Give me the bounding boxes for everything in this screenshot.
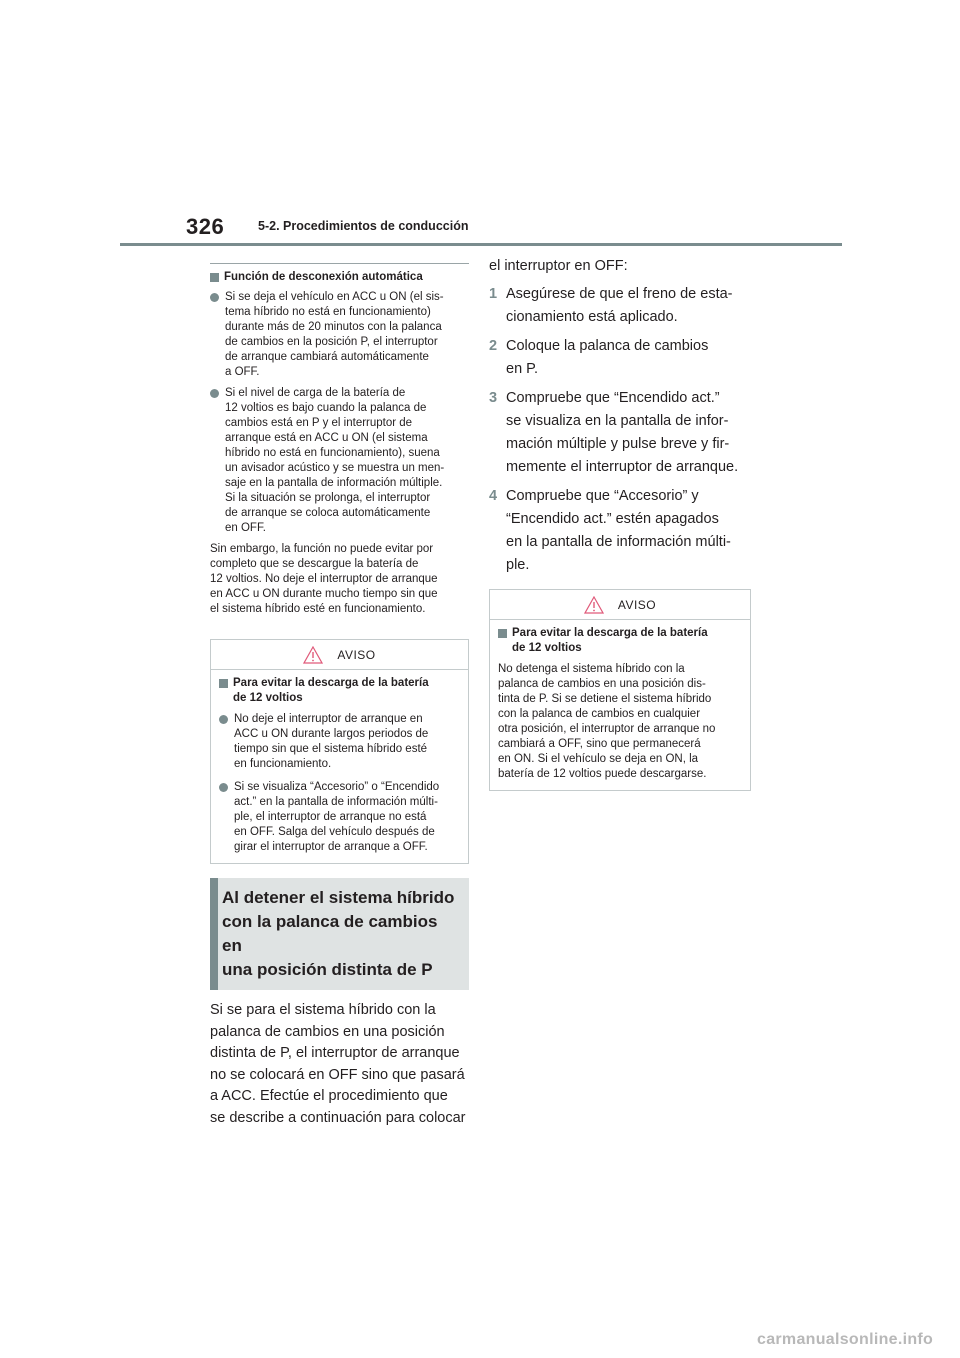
- step-item: [489, 283, 751, 329]
- paragraph: Sin embargo, la función no puede evitar por completo que se descargue la batería de 12 voltios. No deje el interruptor de arranque en ACC u ON durante mucho tiempo sin que el sistema híbrido esté en funcionamiento.: [210, 543, 438, 615]
- round-bullet-icon: [219, 715, 228, 724]
- step-number: 4: [489, 488, 498, 504]
- list-item-text: Si el nivel de carga de la batería de 12 voltios es bajo cuando la palanca de cambios está en P y el interruptor de arranque está en ACC u ON (el sistema híbrido no está en funcionamiento), suena un avisador acústico y se muestra un men- saje en la pantalla de información múltiple. Si la situación se prolonga, el interruptor de arranque se coloca automáticamente en OFF.: [225, 387, 445, 534]
- page-number: 326: [186, 214, 225, 239]
- list-item: [210, 290, 469, 380]
- warning-triangle-icon: [584, 596, 604, 614]
- warning-title: AVISO: [337, 647, 376, 662]
- square-bullet-icon: [219, 679, 228, 688]
- body-paragraph: Si se para el sistema híbrido con la palanca de cambios en una posición distinta de P, el interruptor de arranque no se colocará en OFF sino que pasará a ACC. Efectúe el procedimiento que se describe a continuación para colocar: [210, 1002, 466, 1126]
- warning-subhead: [219, 676, 460, 706]
- square-bullet-icon: [498, 629, 507, 638]
- step-number: 1: [489, 286, 498, 302]
- warning-subhead-text: Para evitar la descarga de la batería de 12 voltios: [512, 627, 708, 654]
- section-heading: Al detener el sistema híbrido con la palanca de cambios en una posición distinta de P: [210, 878, 469, 990]
- header-divider: [120, 243, 842, 246]
- watermark: carmanualsonline.info: [757, 1331, 934, 1348]
- warning-header: [211, 640, 468, 670]
- round-bullet-icon: [210, 293, 219, 302]
- step-text: Compruebe que “Encendido act.” se visualiza en la pantalla de infor- mación múltiple y pulse breve y fir- memente el interruptor de arranque.: [506, 390, 739, 475]
- warning-header: [490, 590, 750, 620]
- left-column: [210, 263, 469, 1129]
- square-bullet-icon: [210, 273, 219, 282]
- subhead-divider: [210, 263, 469, 264]
- intro-text: el interruptor en OFF:: [489, 258, 628, 274]
- section-title: 5-2. Procedimientos de conducción: [258, 219, 469, 233]
- step-item: [489, 387, 751, 479]
- warning-box: [210, 639, 469, 864]
- list-item-text: Si se deja el vehículo en ACC u ON (el sis- tema híbrido no está en funcionamiento) durante más de 20 minutos con la palanca de cambios en la posición P, el interruptor de arranque cambiará automáticamente a OFF.: [225, 291, 444, 378]
- list-item: [219, 712, 460, 772]
- subhead-auto-off: [210, 270, 469, 285]
- step-item: [489, 335, 751, 381]
- step-number: 2: [489, 338, 498, 354]
- list-item: [210, 386, 469, 536]
- warning-paragraph: No detenga el sistema híbrido con la palanca de cambios en una posición dis- tinta de P. Si se detiene el sistema híbrido con la palanca de cambios en cualquier otra posición, el interruptor de arranque no cambiará a OFF, sino que permanecerá en ON. Si el vehículo se deja en ON, la batería de 12 voltios puede descargarse.: [498, 663, 716, 780]
- round-bullet-icon: [210, 389, 219, 398]
- list-item-text: Si se visualiza “Accesorio” o “Encendido act.” en la pantalla de información múlti- ple, el interruptor de arranque no está en OFF. Salga del vehículo después de girar el interruptor de arranque a OFF.: [234, 781, 440, 853]
- step-text: Compruebe que “Accesorio” y “Encendido act.” estén apagados en la pantalla de información múlti- ple.: [506, 488, 731, 573]
- warning-box: [489, 589, 751, 791]
- list-item: [219, 780, 460, 855]
- right-column: [489, 256, 751, 791]
- step-number: 3: [489, 390, 498, 406]
- round-bullet-icon: [219, 783, 228, 792]
- step-text: Asegúrese de que el freno de esta- cionamiento está aplicado.: [506, 286, 733, 325]
- subhead-auto-off-text: Función de desconexión automática: [224, 271, 423, 283]
- step-text: Coloque la palanca de cambios en P.: [506, 338, 709, 377]
- list-item-text: No deje el interruptor de arranque en ACC u ON durante largos periodos de tiempo sin que el sistema híbrido esté en funcionamiento.: [234, 713, 429, 770]
- warning-subhead-text: Para evitar la descarga de la batería de 12 voltios: [233, 677, 429, 704]
- warning-subhead: [498, 626, 742, 656]
- warning-title: AVISO: [617, 597, 657, 612]
- warning-triangle-icon: [303, 646, 323, 664]
- step-item: [489, 485, 751, 577]
